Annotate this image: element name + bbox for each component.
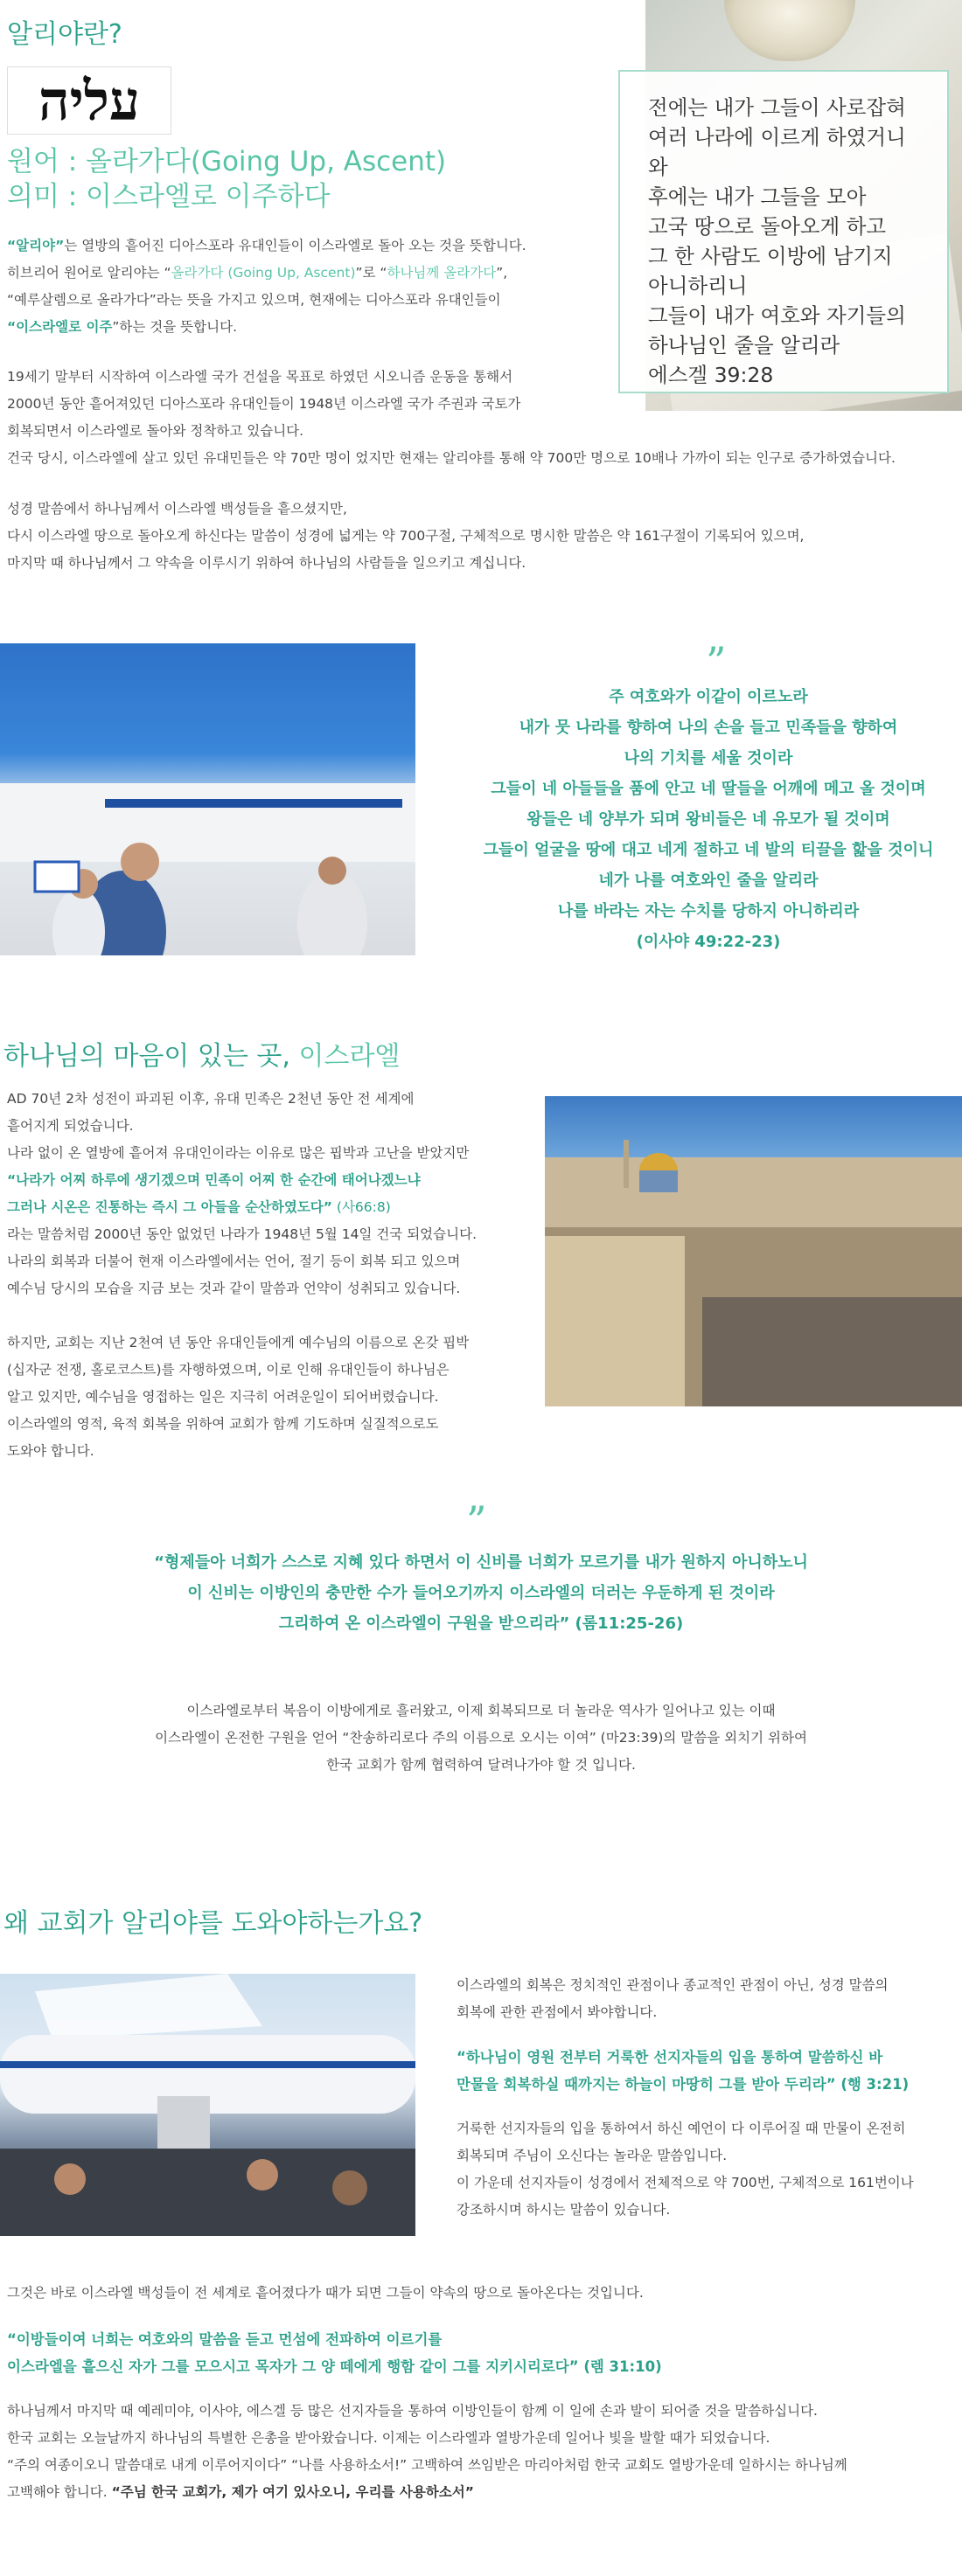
quote-line: 내가 뭇 나라를 향하여 나의 손을 들고 민족들을 향하여 <box>519 719 898 737</box>
text-line: 나라 없이 온 열방에 흩어져 유대인이라는 이유로 많은 핍박과 고난을 받았지만 <box>7 1145 470 1161</box>
text-line: 강조하시며 하시는 말씀이 있습니다. <box>457 2202 671 2218</box>
romans-quote <box>52 1547 910 1639</box>
aliyah-definition-paragraph <box>7 233 637 341</box>
quote-line: 이 신비는 이방인의 충만한 수가 들어오기까지 이스라엘의 더러는 우둔하게 된 것이라 <box>187 1584 775 1602</box>
quote-line: 그리하여 온 이스라엘이 구원을 받으리라” (롬11:25-26) <box>278 1614 684 1633</box>
text-line: 마지막 때 하나님께서 그 약속을 이루시기 위하여 하나님의 사람들을 일으키고 계십니다. <box>7 555 526 571</box>
isaiah-quote <box>455 682 962 957</box>
hebrew-word: עליה <box>7 66 171 135</box>
text-line: 건국 당시, 이스라엘에 살고 있던 유대민들은 약 70만 명이 었지만 현재는 알리야를 통해 약 700만 명으로 10배나 가까이 되는 인구로 증가하였습니다. <box>7 450 896 466</box>
aliyah-term: “알리야” <box>7 238 65 253</box>
plane-arrival-illustration <box>0 1974 415 2236</box>
title-highlight: 이스라엘 <box>298 1041 401 1072</box>
text: 고백해야 합니다. <box>7 2484 112 2500</box>
israel-history-paragraph <box>7 1086 514 1465</box>
verse-line: 하나님인 줄을 알리라 <box>648 333 840 358</box>
text: “예루살렘으로 올라가다”라는 뜻을 가지고 있으며, 현재에는 디아스포라 유대인들이 <box>7 292 501 308</box>
jeremiah-quote <box>7 2326 960 2380</box>
plane-illustration <box>0 643 415 955</box>
quote-line: 그들이 네 아들들을 품에 안고 네 딸들을 어깨에 메고 올 것이며 <box>491 780 926 798</box>
quote-line: 그들이 얼굴을 땅에 대고 네게 절하고 네 발의 티끌을 핥을 것이니 <box>483 841 934 859</box>
ezekiel-verse-box <box>618 70 949 393</box>
text-line: 하나님께서 마지막 때 예레미야, 이사야, 에스겔 등 많은 선지자들을 통하여 이방인들이 함께 이 일에 손과 발이 되어줄 것을 말씀하십니다. <box>7 2403 818 2419</box>
verse-line: 전에는 내가 그들이 사로잡혀 <box>648 95 906 120</box>
candle-shape <box>724 0 855 61</box>
quote-line: 만물을 회복하실 때까지는 하늘이 마땅히 그를 받아 두리라” (행 3:21) <box>457 2076 910 2093</box>
prophets-paragraph <box>457 2115 955 2224</box>
quote-line: 주 여호와가 이같이 이르노라 <box>609 688 808 706</box>
acts-quote <box>457 2044 955 2098</box>
text: 히브리어 원어로 알리야는 “ <box>7 265 171 281</box>
text: ”, <box>496 265 508 281</box>
quote-line: 네가 나를 여호와인 줄을 알리라 <box>598 871 819 890</box>
quote-line: 왕들은 네 양부가 되며 왕비들은 네 유모가 될 것이며 <box>526 810 890 829</box>
text-line: 한국 교회가 함께 협력하여 달려나가야 할 것 입니다. <box>326 1757 636 1773</box>
spacer <box>7 1302 514 1330</box>
meaning-line: 의미 : 이스라엘로 이주하다 <box>7 181 331 212</box>
verse-line: 그 한 사람도 이방에 남기지 <box>648 244 893 268</box>
verse-reference: 에스겔 39:28 <box>648 363 774 387</box>
immigrants-plane-photo <box>0 643 415 955</box>
quote-line: 이스라엘을 흩으신 자가 그를 모으시고 목자가 그 양 떼에게 행함 같이 그를 지키시리로다” (렘 31:10) <box>7 2358 662 2375</box>
highlight-going-up: 올라가다 (Going Up, Ascent) <box>171 265 356 281</box>
text-line: 한국 교회는 오늘날까지 하나님의 특별한 은총을 받아왔습니다. 이제는 이스라엘과 열방가운데 일어나 빛을 발할 때가 되었습니다. <box>7 2430 770 2446</box>
text-line: 흩어지게 되었습니다. <box>7 1118 134 1134</box>
quote-mark-icon: ” <box>466 1497 487 1545</box>
isaiah-66-quote-line: “나라가 어찌 하루에 생기겠으며 민족이 어찌 한 순간에 태어나겠느냐 <box>7 1172 421 1188</box>
text-line: 예수님 당시의 모습을 지금 보는 것과 같이 말씀과 언약이 성취되고 있습니다. <box>7 1281 461 1296</box>
text: ”하는 것을 뜻합니다. <box>112 319 238 335</box>
jerusalem-illustration <box>545 1096 962 1406</box>
text-line: (십자군 전쟁, 홀로코스트)를 자행하였으며, 이로 인해 유대인들이 하나님은 <box>7 1362 450 1378</box>
quote-line: “하나님이 영원 전부터 거룩한 선지자들의 입을 통하여 말씀하신 바 <box>457 2049 883 2066</box>
origin-meaning <box>7 144 446 214</box>
text-line: 2000년 동안 흩어져있던 디아스포라 유대인들이 1948년 이스라엘 국가 주권과 국토가 <box>7 396 521 412</box>
title-part: 하나님의 마음이 있는 곳, <box>3 1041 299 1072</box>
text-line: 그것은 바로 이스라엘 백성들이 전 세계로 흩어졌다가 때가 되면 그들이 약속의 땅으로 돌아온다는 것입니다. <box>7 2285 644 2301</box>
verse-line: 후에는 내가 그들을 모아 <box>648 184 867 209</box>
korean-church-paragraph <box>52 1698 910 1779</box>
text-line: 이 가운데 선지자들이 성경에서 전체적으로 약 700번, 구체적으로 161번이나 <box>457 2175 914 2191</box>
elal-plane-arrival-photo <box>0 1974 415 2236</box>
text-line: 알고 있지만, 예수님을 영접하는 일은 지극히 어려운일이 되어버렸습니다. <box>7 1389 439 1405</box>
text-line: 회복되면서 이스라엘로 돌아와 정착하고 있습니다. <box>7 423 304 439</box>
isaiah-66-quote-line: 그러나 시온은 진통하는 즉시 그 아들을 순산하였도다” <box>7 1199 332 1215</box>
confession-strong: “주님 한국 교회가, 제가 여기 있사오니, 우리를 사용하소서” <box>111 2484 474 2500</box>
text-line: 라는 말씀처럼 2000년 동안 없었던 나라가 1948년 5월 14일 건국 되었습니다. <box>7 1226 478 1242</box>
quote-line: 나를 바라는 자는 수치를 당하지 아니하리라 <box>557 902 860 920</box>
verse-line: 여러 나라에 이르게 하였거니와 <box>648 125 906 179</box>
quote-reference: (사66:8) <box>331 1199 391 1215</box>
text-line: 19세기 말부터 시작하여 이스라엘 국가 건설을 목표로 하였던 시오니즘 운동을 통해서 <box>7 369 513 385</box>
text: ”로 “ <box>355 265 387 281</box>
scripture-paragraph <box>7 496 960 577</box>
promise-land-block <box>7 2280 960 2506</box>
text-line: 이스라엘로부터 복음이 이방에게로 흘러왔고, 이제 회복되므로 더 놀라운 역사가 일어나고 있는 이때 <box>186 1703 776 1718</box>
call-to-church-paragraph <box>7 2398 960 2506</box>
text-line: 이스라엘이 온전한 구원을 얻어 “찬송하리로다 주의 이름으로 오시는 이여” (마23:39)의 말씀을 외치기 위하여 <box>155 1730 807 1746</box>
restoration-paragraph <box>457 1972 955 2026</box>
highlight-immigrate: “이스라엘로 이주 <box>7 319 113 335</box>
quote-mark-icon: ” <box>706 638 727 685</box>
quote-line: “이방들이여 너희는 여호와의 말씀을 듣고 먼섬에 전파하여 이르기를 <box>7 2331 443 2348</box>
text-line: AD 70년 2차 성전이 파괴된 이후, 유대 민족은 2천년 동안 전 세계에 <box>7 1091 415 1107</box>
text-line: 성경 말씀에서 하나님께서 이스라엘 백성들을 흩으셨지만, <box>7 501 347 517</box>
origin-line: 원어 : 올라가다(Going Up, Ascent) <box>7 146 447 177</box>
text-line: 다시 이스라엘 땅으로 돌아오게 하신다는 말씀이 성경에 넓게는 약 700구절, 구체적으로 명시한 말씀은 약 161구절이 기록되어 있으며, <box>7 528 805 544</box>
highlight-go-up-to-god: 하나님께 올라가다 <box>387 265 497 281</box>
quote-reference: (이사야 49:22-23) <box>636 933 781 951</box>
text-line: 나라의 회복과 더불어 현재 이스라엘에서는 언어, 절기 등이 회복 되고 있으며 <box>7 1253 461 1269</box>
verse-line: 그들이 내가 여호와 자기들의 <box>648 303 906 328</box>
text-line: 거룩한 선지자들의 입을 통하여서 하신 예언이 다 이루어질 때 만물이 온전히 <box>457 2121 906 2136</box>
text-line: 하지만, 교회는 지난 2천여 년 동안 유대인들에게 예수님의 이름으로 온갖 핍박 <box>7 1335 470 1350</box>
quote-line: 나의 기치를 세울 것이라 <box>624 749 793 767</box>
text-line: 이스라엘의 회복은 정치적인 관점이나 종교적인 관점이 아닌, 성경 말씀의 <box>457 1977 889 1993</box>
quote-line: “형제들아 너희가 스스로 지혜 있다 하면서 이 신비를 너희가 모르기를 내가 원하지 아니하노니 <box>154 1553 808 1572</box>
section-title-why-church: 왜 교회가 알리야를 도와야하는가요? <box>3 1908 423 1939</box>
section-title-israel <box>3 1034 400 1073</box>
western-wall-photo <box>545 1096 962 1406</box>
text: 는 열방의 흩어진 디아스포라 유대인들이 이스라엘로 돌아 오는 것을 뜻합니다. <box>64 238 526 253</box>
section-title-aliyah: 알리야란? <box>7 19 122 50</box>
text-line: 도와야 합니다. <box>7 1443 94 1459</box>
restoration-perspective-block <box>457 1972 955 2224</box>
text-line: 회복에 관한 관점에서 봐야합니다. <box>457 2004 658 2020</box>
text-line: 회복되며 주님이 오신다는 놀라운 말씀입니다. <box>457 2148 728 2163</box>
verse-line: 아니하리니 <box>648 274 748 298</box>
text-line: 이스라엘의 영적, 육적 회복을 위하여 교회가 함께 기도하며 실질적으로도 <box>7 1416 439 1432</box>
verse-line: 고국 땅으로 돌아오게 하고 <box>648 214 887 239</box>
text-line: “주의 여종이오니 말씀대로 내게 이루어지이다” “나를 사용하소서!” 고백하여 쓰임받은 마리아처럼 한국 교회도 열방가운데 일하시는 하나님께 <box>7 2457 847 2473</box>
